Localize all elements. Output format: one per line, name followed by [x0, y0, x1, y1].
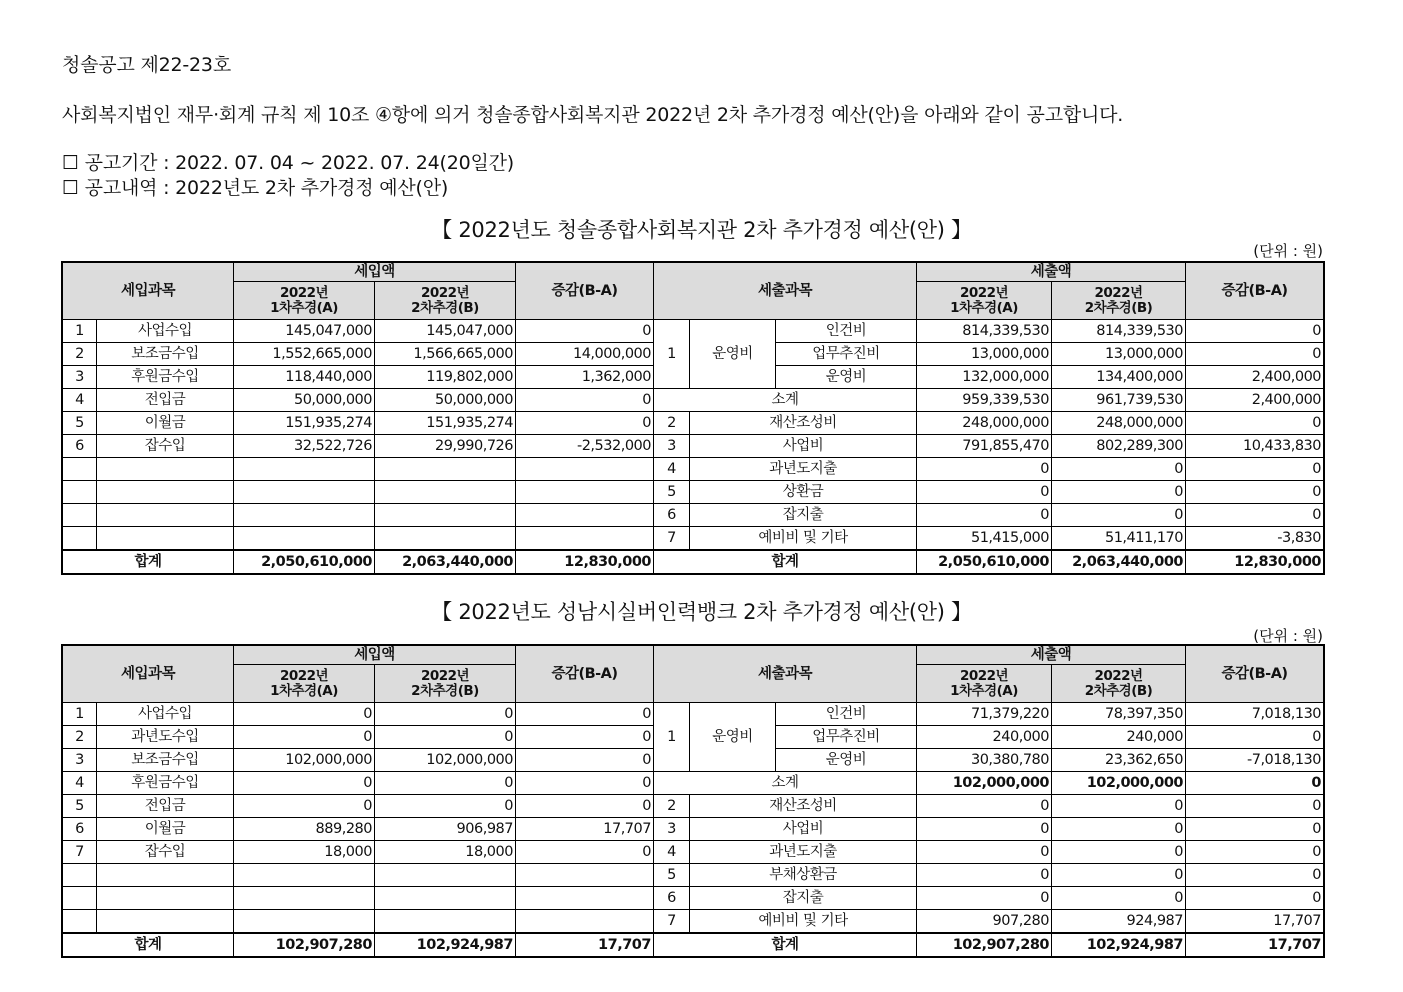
expense-no: 4 — [667, 460, 676, 477]
table-row — [63, 458, 1324, 481]
income-no: 7 — [75, 843, 84, 860]
total-row — [63, 550, 1324, 574]
expense-no: 2 — [667, 414, 676, 431]
expense-diff-header: 증감(B-A) — [1221, 283, 1288, 299]
income-no: 1 — [75, 322, 84, 339]
income-a: 151,935,274 — [285, 414, 372, 431]
income-b: 151,935,274 — [426, 414, 513, 431]
table-row — [63, 818, 1324, 841]
table-row — [63, 795, 1324, 818]
income-name: 전입금 — [144, 391, 186, 408]
expense-no: 7 — [667, 529, 676, 546]
table-row — [63, 435, 1324, 458]
expense-b: 0 — [1174, 797, 1184, 814]
budget-table-1 — [62, 262, 1324, 574]
income-no: 4 — [75, 391, 84, 408]
total-row — [63, 933, 1324, 957]
income-diff: 0 — [642, 414, 651, 431]
expense-diff: 10,433,830 — [1242, 437, 1322, 454]
expense-a: 0 — [1040, 820, 1050, 837]
income-diff: 0 — [642, 774, 651, 791]
expense-subtotal-diff: 2,400,000 — [1251, 391, 1322, 408]
expense-no: 7 — [667, 912, 676, 929]
expense-subtotal-a: 959,339,530 — [962, 391, 1050, 408]
expense-total-diff: 12,830,000 — [1234, 553, 1322, 570]
expense-b: 814,339,530 — [1096, 322, 1184, 339]
expense-diff: 0 — [1312, 889, 1322, 906]
header-row — [63, 646, 1324, 665]
income-b: 50,000,000 — [434, 391, 513, 408]
expense-total-label: 합계 — [771, 553, 799, 570]
income-no: 2 — [75, 345, 84, 362]
expense-a: 791,855,470 — [962, 437, 1050, 454]
expense-col-b-label: 2차추경(B) — [1084, 682, 1153, 699]
income-b: 0 — [504, 705, 513, 722]
table2-unit: (단위 : 원) — [1253, 627, 1323, 645]
income-b: 0 — [504, 774, 513, 791]
expense-b: 0 — [1174, 483, 1184, 500]
expense-no: 3 — [667, 437, 676, 454]
expense-subtotal-b: 102,000,000 — [1086, 774, 1184, 791]
income-total-a: 102,907,280 — [275, 936, 372, 953]
table-row — [63, 841, 1324, 864]
income-b: 102,000,000 — [426, 751, 513, 768]
expense-total-b: 102,924,987 — [1086, 936, 1184, 953]
income-col-b-label: 2차추경(B) — [411, 682, 479, 699]
expense-a: 814,339,530 — [962, 322, 1050, 339]
expense-a: 30,380,780 — [970, 751, 1050, 768]
expense-subject-header: 세출과목 — [757, 666, 813, 682]
income-no: 6 — [75, 820, 84, 837]
expense-diff: -7,018,130 — [1246, 751, 1322, 768]
expense-b: 0 — [1174, 506, 1184, 523]
notice-intro: 사회복지법인 재무·회계 규칙 제 10조 ④항에 의거 청솔종합사회복지관 2022년 2차 추가경정 예산(안)을 아래와 같이 공고합니다. — [62, 104, 1124, 126]
income-name: 사업수입 — [137, 322, 193, 339]
expense-b: 802,289,300 — [1096, 437, 1184, 454]
expense-a: 248,000,000 — [962, 414, 1050, 431]
table1-unit: (단위 : 원) — [1253, 242, 1323, 260]
expense-name: 인건비 — [825, 322, 867, 339]
expense-op-group: 운영비 — [712, 345, 753, 362]
income-a: 32,522,726 — [293, 437, 372, 454]
expense-col-a-label: 1차추경(A) — [950, 682, 1018, 699]
income-col-b-year: 2022년 — [420, 284, 470, 301]
income-total-a: 2,050,610,000 — [261, 553, 372, 570]
income-amount-header: 세입액 — [354, 647, 395, 663]
income-a: 50,000,000 — [293, 391, 372, 408]
income-no: 5 — [75, 414, 84, 431]
income-total-b: 102,924,987 — [416, 936, 513, 953]
income-total-b: 2,063,440,000 — [402, 553, 513, 570]
income-col-a-label: 1차추경(A) — [270, 682, 338, 699]
income-diff: 0 — [642, 751, 651, 768]
expense-b: 13,000,000 — [1104, 345, 1184, 362]
notice-period: ☐ 공고기간 : 2022. 07. 04 ~ 2022. 07. 24(20일간) — [62, 152, 515, 174]
expense-b: 240,000 — [1126, 728, 1184, 745]
income-b: 119,802,000 — [426, 368, 513, 385]
expense-op-no: 1 — [667, 728, 676, 745]
income-total-label: 합계 — [134, 553, 162, 570]
income-diff: -2,532,000 — [576, 437, 651, 454]
income-b: 906,987 — [456, 820, 513, 837]
expense-total-a: 2,050,610,000 — [938, 553, 1050, 570]
expense-name: 인건비 — [825, 705, 867, 722]
income-no: 6 — [75, 437, 84, 454]
expense-subject-header: 세출과목 — [757, 283, 813, 299]
income-b: 18,000 — [465, 843, 513, 860]
expense-name: 과년도지출 — [769, 460, 837, 477]
expense-subtotal-diff: 0 — [1311, 774, 1322, 791]
expense-no: 6 — [667, 506, 676, 523]
income-name: 잡수입 — [144, 437, 186, 454]
expense-b: 51,411,170 — [1104, 529, 1184, 546]
expense-no: 5 — [667, 483, 676, 500]
expense-a: 132,000,000 — [962, 368, 1050, 385]
income-diff: 0 — [642, 797, 651, 814]
income-name: 사업수입 — [137, 705, 193, 722]
expense-a: 13,000,000 — [970, 345, 1050, 362]
income-no: 3 — [75, 368, 84, 385]
income-total-diff: 17,707 — [598, 936, 651, 953]
expense-name: 잡지출 — [782, 506, 824, 523]
income-a: 102,000,000 — [285, 751, 372, 768]
expense-diff-header: 증감(B-A) — [1221, 666, 1288, 682]
income-diff: 14,000,000 — [572, 345, 651, 362]
expense-diff: 0 — [1312, 345, 1322, 362]
income-name: 이월금 — [144, 414, 186, 431]
income-a: 1,552,665,000 — [272, 345, 372, 362]
expense-a: 0 — [1040, 843, 1050, 860]
expense-a: 0 — [1040, 460, 1050, 477]
income-total-diff: 12,830,000 — [564, 553, 651, 570]
expense-col-b-year: 2022년 — [1094, 284, 1143, 301]
expense-subtotal-b: 961,739,530 — [1096, 391, 1184, 408]
income-no: 5 — [75, 797, 84, 814]
income-no: 4 — [75, 774, 84, 791]
income-b: 1,566,665,000 — [413, 345, 513, 362]
table-row — [63, 412, 1324, 435]
expense-no: 3 — [667, 820, 676, 837]
expense-diff: 17,707 — [1273, 912, 1322, 929]
expense-col-b-year: 2022년 — [1094, 667, 1143, 684]
expense-name: 업무추진비 — [812, 345, 880, 362]
expense-a: 240,000 — [992, 728, 1050, 745]
expense-name: 사업비 — [782, 820, 824, 837]
table2-title: 【 2022년도 성남시실버인력뱅크 2차 추가경정 예산(안) 】 — [431, 600, 972, 624]
notice-number: 청솔공고 제22-23호 — [62, 54, 231, 76]
income-subject-header: 세입과목 — [120, 283, 176, 299]
expense-a: 71,379,220 — [970, 705, 1050, 722]
expense-total-label: 합계 — [771, 936, 799, 953]
income-diff: 0 — [642, 705, 651, 722]
table-row — [63, 703, 1324, 726]
income-a: 118,440,000 — [285, 368, 372, 385]
expense-amount-header: 세출액 — [1030, 647, 1072, 663]
expense-name: 상환금 — [782, 483, 824, 500]
income-a: 145,047,000 — [285, 322, 372, 339]
expense-total-diff: 17,707 — [1268, 936, 1322, 953]
table-row — [63, 389, 1324, 412]
income-name: 후원금수입 — [131, 774, 199, 791]
expense-name: 재산조성비 — [769, 414, 837, 431]
expense-no: 5 — [667, 866, 676, 883]
expense-b: 0 — [1174, 866, 1184, 883]
notice-content: ☐ 공고내역 : 2022년도 2차 추가경정 예산(안) — [62, 177, 449, 199]
expense-b: 0 — [1174, 460, 1184, 477]
expense-name: 예비비 및 기타 — [758, 912, 848, 929]
income-a: 0 — [363, 797, 372, 814]
income-diff: 0 — [642, 843, 651, 860]
expense-b: 0 — [1174, 889, 1184, 906]
expense-diff: 0 — [1312, 506, 1322, 523]
income-no: 2 — [75, 728, 84, 745]
income-a: 0 — [363, 728, 372, 745]
income-b: 29,990,726 — [434, 437, 513, 454]
income-col-b-year: 2022년 — [420, 667, 470, 684]
income-subject-header: 세입과목 — [120, 666, 176, 682]
expense-name: 예비비 및 기타 — [758, 529, 848, 546]
income-col-b-label: 2차추경(B) — [411, 299, 479, 316]
expense-a: 0 — [1040, 866, 1050, 883]
expense-diff: 7,018,130 — [1251, 705, 1322, 722]
expense-a: 0 — [1040, 889, 1050, 906]
income-b: 0 — [504, 797, 513, 814]
expense-name: 잡지출 — [782, 889, 824, 906]
expense-name: 업무추진비 — [812, 728, 880, 745]
table-row — [63, 481, 1324, 504]
income-a: 0 — [363, 774, 372, 791]
expense-a: 907,280 — [992, 912, 1050, 929]
income-name: 보조금수입 — [131, 751, 199, 768]
income-diff: 1,362,000 — [581, 368, 651, 385]
income-diff-header: 증감(B-A) — [551, 283, 618, 299]
expense-no: 4 — [667, 843, 676, 860]
expense-a: 51,415,000 — [970, 529, 1050, 546]
income-total-label: 합계 — [134, 936, 162, 953]
expense-name: 사업비 — [782, 437, 824, 454]
expense-diff: 0 — [1312, 866, 1322, 883]
expense-subtotal-a: 102,000,000 — [952, 774, 1050, 791]
income-name: 보조금수입 — [131, 345, 199, 362]
expense-diff: 0 — [1312, 414, 1322, 431]
expense-amount-header: 세출액 — [1030, 264, 1072, 280]
income-col-a-year: 2022년 — [279, 284, 329, 301]
income-diff: 0 — [642, 728, 651, 745]
expense-name: 부채상환금 — [769, 866, 837, 883]
expense-name: 재산조성비 — [769, 797, 837, 814]
expense-b: 78,397,350 — [1104, 705, 1184, 722]
table1-title: 【 2022년도 청솔종합사회복지관 2차 추가경정 예산(안) 】 — [431, 218, 972, 242]
income-b: 0 — [504, 728, 513, 745]
budget-table-2 — [62, 645, 1324, 957]
table-row — [63, 527, 1324, 551]
table-row — [63, 772, 1324, 795]
expense-a: 0 — [1040, 483, 1050, 500]
expense-col-a-year: 2022년 — [959, 667, 1009, 684]
expense-no: 6 — [667, 889, 676, 906]
income-name: 잡수입 — [144, 843, 186, 860]
expense-b: 0 — [1174, 843, 1184, 860]
expense-b: 23,362,650 — [1104, 751, 1184, 768]
expense-a: 0 — [1040, 506, 1050, 523]
expense-col-b-label: 2차추경(B) — [1084, 299, 1153, 316]
expense-diff: 0 — [1312, 820, 1322, 837]
expense-b: 248,000,000 — [1096, 414, 1184, 431]
income-diff-header: 증감(B-A) — [551, 666, 618, 682]
income-amount-header: 세입액 — [354, 264, 395, 280]
expense-col-a-label: 1차추경(A) — [950, 299, 1018, 316]
expense-b: 924,987 — [1126, 912, 1184, 929]
table-row — [63, 910, 1324, 934]
income-no: 1 — [75, 705, 84, 722]
expense-b: 134,400,000 — [1096, 368, 1184, 385]
expense-diff: 0 — [1312, 483, 1322, 500]
table-row — [63, 320, 1324, 343]
table-row — [63, 504, 1324, 527]
expense-subtotal-label: 소계 — [771, 391, 799, 408]
income-a: 0 — [363, 705, 372, 722]
income-a: 18,000 — [324, 843, 372, 860]
expense-op-group: 운영비 — [712, 728, 753, 745]
income-diff: 0 — [642, 391, 651, 408]
expense-diff: 0 — [1312, 460, 1322, 477]
expense-no: 2 — [667, 797, 676, 814]
income-diff: 17,707 — [603, 820, 651, 837]
income-name: 후원금수입 — [131, 368, 199, 385]
expense-name: 운영비 — [825, 751, 867, 768]
income-no: 3 — [75, 751, 84, 768]
expense-diff: 0 — [1312, 843, 1322, 860]
expense-total-a: 102,907,280 — [952, 936, 1050, 953]
expense-name: 운영비 — [825, 368, 867, 385]
header-row — [63, 263, 1324, 282]
expense-total-b: 2,063,440,000 — [1072, 553, 1184, 570]
table-row — [63, 864, 1324, 887]
expense-diff: 0 — [1312, 728, 1322, 745]
expense-diff: -3,830 — [1277, 529, 1322, 546]
income-b: 145,047,000 — [426, 322, 513, 339]
income-diff: 0 — [642, 322, 651, 339]
expense-a: 0 — [1040, 797, 1050, 814]
expense-diff: 2,400,000 — [1251, 368, 1322, 385]
expense-name: 과년도지출 — [769, 843, 837, 860]
income-col-a-year: 2022년 — [279, 667, 329, 684]
income-name: 이월금 — [144, 820, 186, 837]
income-a: 889,280 — [315, 820, 372, 837]
expense-op-no: 1 — [667, 345, 676, 362]
table-row — [63, 887, 1324, 910]
expense-col-a-year: 2022년 — [959, 284, 1009, 301]
expense-diff: 0 — [1312, 322, 1322, 339]
income-name: 과년도수입 — [131, 728, 199, 745]
expense-subtotal-label: 소계 — [771, 774, 799, 791]
expense-b: 0 — [1174, 820, 1184, 837]
income-col-a-label: 1차추경(A) — [270, 299, 338, 316]
expense-diff: 0 — [1312, 797, 1322, 814]
income-name: 전입금 — [144, 797, 186, 814]
